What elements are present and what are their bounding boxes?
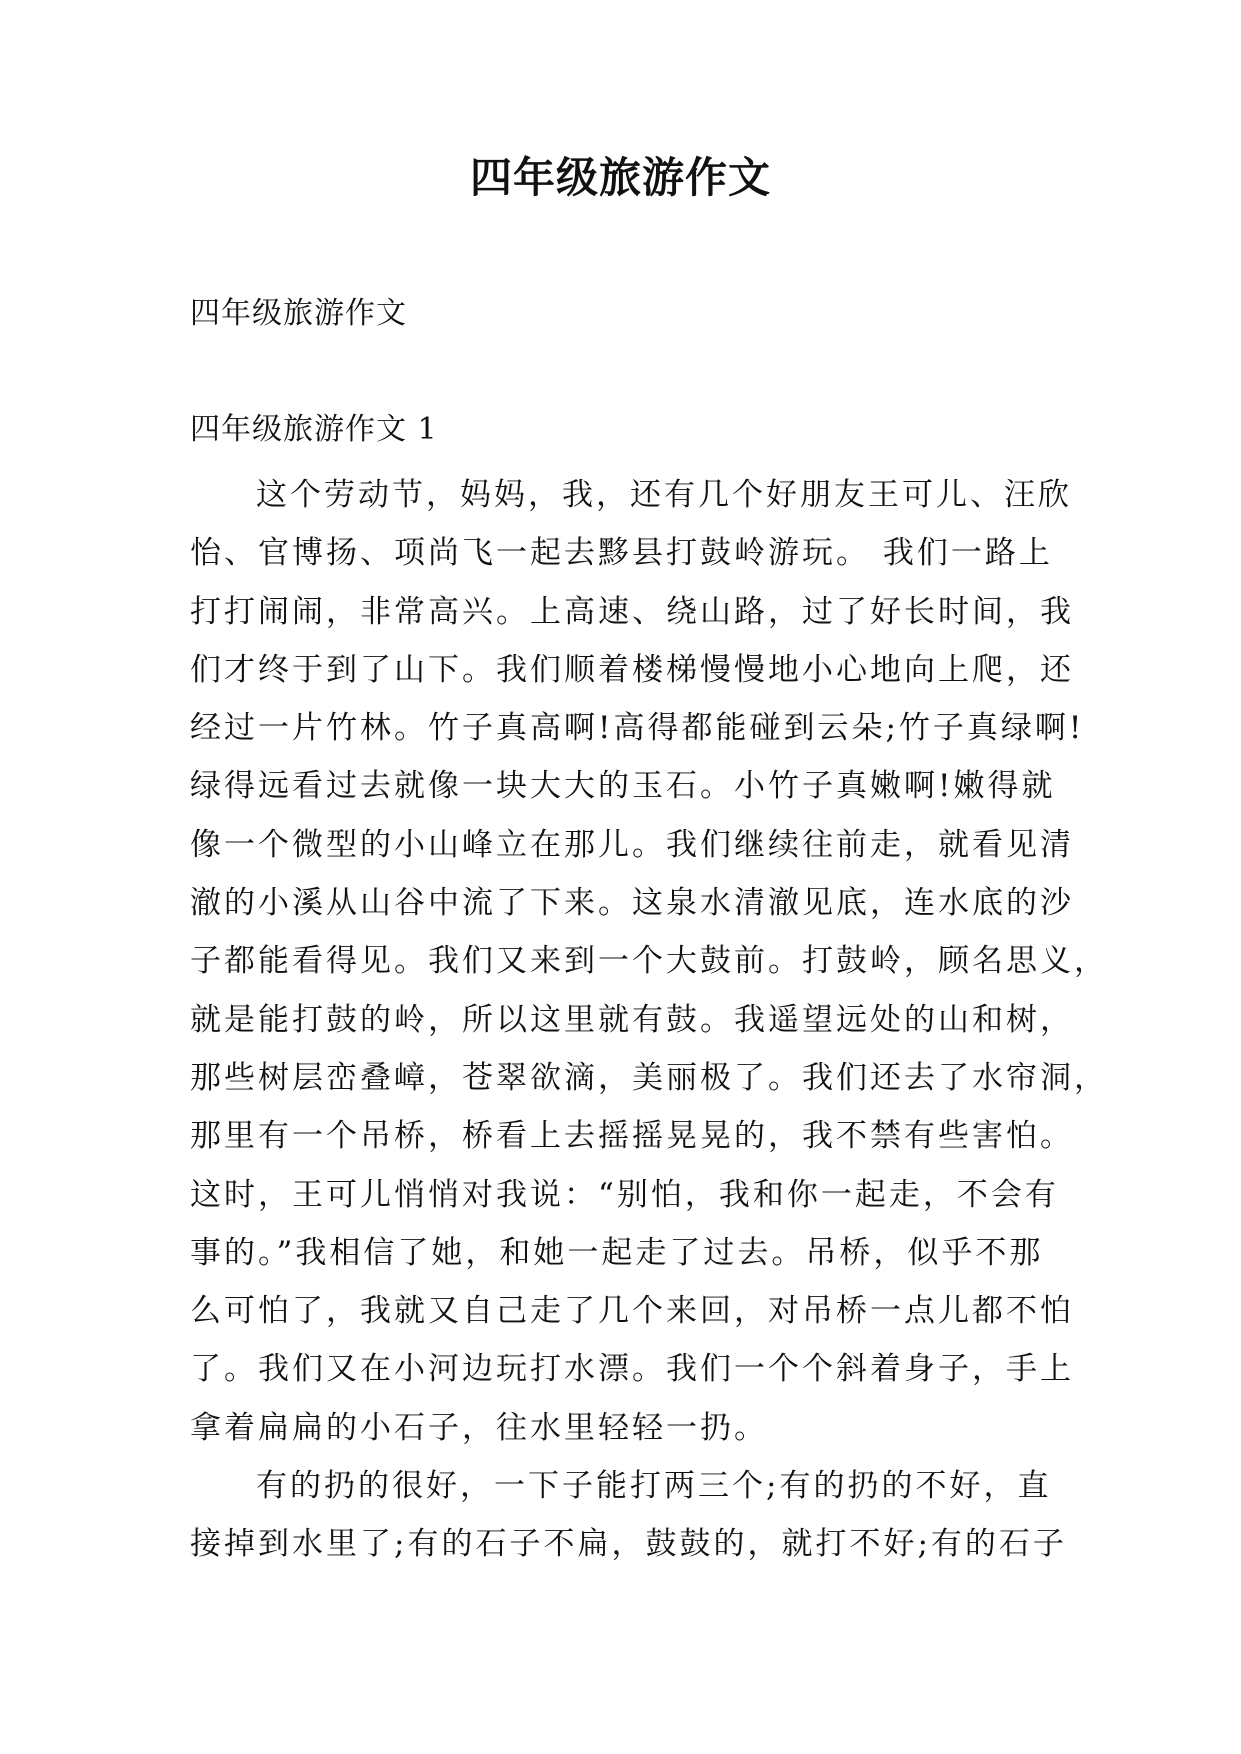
paragraph-line: 打打闹闹，非常高兴。上高速、绕山路，过了好长时间，我 — [190, 593, 1074, 630]
document-title: 四年级旅游作文 — [469, 153, 771, 202]
paragraph-line: 有的扔的很好，一下子能打两三个;有的扔的不好，直 — [256, 1468, 1052, 1505]
paragraph-line: 事的。”我相信了她，和她一起走了过去。吊桥，似乎不那 — [190, 1234, 1044, 1271]
section-heading: 四年级旅游作文 1 — [190, 412, 438, 447]
paragraph-line: 澈的小溪从山谷中流了下来。这泉水清澈见底，连水底的沙 — [190, 885, 1074, 922]
paragraph-line: 像一个微型的小山峰立在那儿。我们继续往前走，就看见清 — [190, 826, 1074, 863]
paragraph-line: 经过一片竹林。竹子真高啊!高得都能碰到云朵;竹子真绿啊! — [190, 710, 1085, 747]
paragraph-line: 们才终于到了山下。我们顺着楼梯慢慢地小心地向上爬，还 — [190, 651, 1074, 688]
paragraph-line: 绿得远看过去就像一块大大的玉石。小竹子真嫩啊!嫩得就 — [190, 768, 1056, 805]
paragraph-line: 子都能看得见。我们又来到一个大鼓前。打鼓岭，顾名思义， — [190, 943, 1108, 980]
paragraph-line: 接掉到水里了;有的石子不扁，鼓鼓的，就打不好;有的石子 — [190, 1526, 1067, 1563]
essay-body — [190, 466, 1108, 1574]
paragraph-line: 拿着扁扁的小石子，往水里轻轻一扔。 — [190, 1409, 768, 1446]
paragraph-line: 这时，王可儿悄悄对我说：“别怕，我和你一起走，不会有 — [190, 1176, 1059, 1213]
paragraph-line: 那些树层峦叠嶂，苍翠欲滴，美丽极了。我们还去了水帘洞， — [190, 1059, 1108, 1096]
document-subtitle: 四年级旅游作文 — [190, 296, 407, 331]
paragraph-line: 怡、官博扬、项尚飞一起去黟县打鼓岭游玩。 我们一路上 — [190, 535, 1053, 572]
paragraph-line: 那里有一个吊桥，桥看上去摇摇晃晃的，我不禁有些害怕。 — [190, 1118, 1074, 1155]
paragraph-line: 就是能打鼓的岭，所以这里就有鼓。我遥望远处的山和树， — [190, 1001, 1074, 1038]
paragraph-line: 了。我们又在小河边玩打水漂。我们一个个斜着身子，手上 — [190, 1351, 1074, 1388]
paragraph-line: 这个劳动节，妈妈，我，还有几个好朋友王可儿、汪欣 — [256, 477, 1072, 513]
paragraph-line: 么可怕了，我就又自己走了几个来回，对吊桥一点儿都不怕 — [190, 1293, 1074, 1330]
